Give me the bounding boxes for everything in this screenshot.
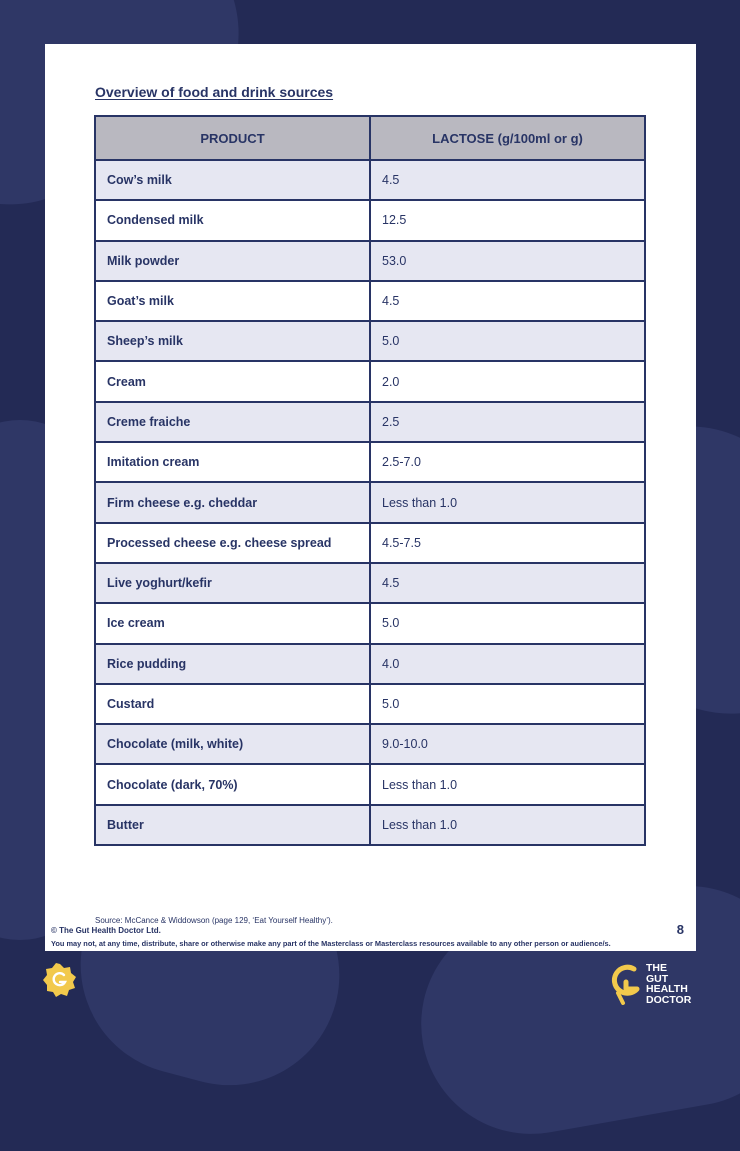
product-cell: Chocolate (milk, white) xyxy=(95,724,370,764)
lactose-cell: Less than 1.0 xyxy=(370,482,645,522)
product-cell: Cream xyxy=(95,361,370,401)
product-cell: Ice cream xyxy=(95,603,370,643)
brand-line: THE xyxy=(646,962,667,974)
table-row xyxy=(95,724,645,764)
copyright-note: © The Gut Health Doctor Ltd. xyxy=(51,926,161,935)
lactose-cell: 4.5 xyxy=(370,281,645,321)
table-row xyxy=(95,442,645,482)
section-heading: Overview of food and drink sources xyxy=(95,84,334,100)
brand-line: GUT xyxy=(646,972,669,985)
document-page xyxy=(45,44,696,951)
lactose-table xyxy=(94,115,646,846)
lactose-cell: 4.0 xyxy=(370,644,645,684)
table-row xyxy=(95,764,645,804)
product-cell: Butter xyxy=(95,805,370,845)
product-cell: Live yoghurt/kefir xyxy=(95,563,370,603)
lactose-cell: 5.0 xyxy=(370,684,645,724)
lactose-cell: 5.0 xyxy=(370,603,645,643)
page-number: 8 xyxy=(676,922,684,937)
lactose-cell: Less than 1.0 xyxy=(370,764,645,804)
table-row xyxy=(95,281,645,321)
table-row xyxy=(95,402,645,442)
table-row xyxy=(95,644,645,684)
table-row xyxy=(95,160,645,200)
product-cell: Rice pudding xyxy=(95,644,370,684)
lactose-cell: 5.0 xyxy=(370,321,645,361)
product-cell: Custard xyxy=(95,684,370,724)
brand-line: HEALTH xyxy=(646,983,688,995)
product-cell: Processed cheese e.g. cheese spread xyxy=(95,523,370,563)
table-header-row xyxy=(95,116,645,160)
product-cell: Cow’s milk xyxy=(95,160,370,200)
table-row xyxy=(95,523,645,563)
product-cell: Firm cheese e.g. cheddar xyxy=(95,482,370,522)
lactose-cell: 4.5-7.5 xyxy=(370,523,645,563)
g-badge-icon xyxy=(43,963,77,997)
product-cell: Condensed milk xyxy=(95,200,370,240)
lactose-cell: 9.0-10.0 xyxy=(370,724,645,764)
lactose-cell: 4.5 xyxy=(370,563,645,603)
source-note: Source: McCance & Widdowson (page 129, ‘Eat Yourself Healthy’). xyxy=(95,916,333,925)
lactose-cell: 4.5 xyxy=(370,160,645,200)
table-row xyxy=(95,361,645,401)
product-cell: Milk powder xyxy=(95,241,370,281)
lactose-cell: 2.5 xyxy=(370,402,645,442)
lactose-cell: 2.5-7.0 xyxy=(370,442,645,482)
disclaimer-note: You may not, at any time, distribute, share or otherwise make any part of the Masterclass or Masterclass resources available to any other person or audience/s. xyxy=(51,939,611,948)
table-row xyxy=(95,321,645,361)
brand-line: DOCTOR xyxy=(646,993,692,1006)
product-cell: Chocolate (dark, 70%) xyxy=(95,764,370,804)
table-row xyxy=(95,805,645,845)
lactose-cell: 12.5 xyxy=(370,200,645,240)
lactose-cell: Less than 1.0 xyxy=(370,805,645,845)
table-row xyxy=(95,684,645,724)
table-row xyxy=(95,563,645,603)
column-header-product: PRODUCT xyxy=(95,116,370,160)
table-row xyxy=(95,241,645,281)
product-cell: Goat’s milk xyxy=(95,281,370,321)
lactose-cell: 53.0 xyxy=(370,241,645,281)
g-logo-icon xyxy=(610,963,640,1005)
lactose-cell: 2.0 xyxy=(370,361,645,401)
column-header-lactose: LACTOSE (g/100ml or g) xyxy=(370,116,645,160)
brand-logo xyxy=(610,963,710,1007)
product-cell: Imitation cream xyxy=(95,442,370,482)
table-row xyxy=(95,200,645,240)
product-cell: Creme fraiche xyxy=(95,402,370,442)
table-row xyxy=(95,482,645,522)
product-cell: Sheep’s milk xyxy=(95,321,370,361)
table-row xyxy=(95,603,645,643)
